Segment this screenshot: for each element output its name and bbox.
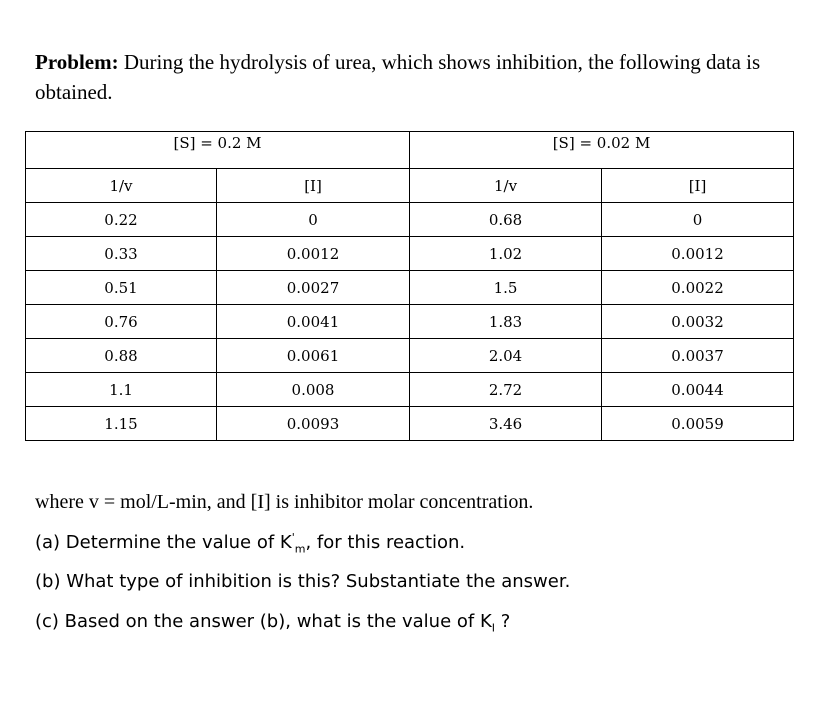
table-cell: 2.04: [410, 339, 602, 373]
table-cell: 1.15: [26, 407, 217, 441]
table-row: [26, 373, 794, 407]
table-row: [26, 407, 794, 441]
table-cell: 3.46: [410, 407, 602, 441]
table-cell: 2.72: [410, 373, 602, 407]
table-cell: 0.0061: [217, 339, 410, 373]
table-cell: 0.008: [217, 373, 410, 407]
prime-mark: ': [291, 531, 295, 544]
group-header-row: [26, 132, 794, 169]
table-row: [26, 305, 794, 339]
subscript-m: m: [294, 542, 306, 556]
table-cell: 0.22: [26, 203, 217, 237]
table-cell: 0.33: [26, 237, 217, 271]
group-header-s-0.02: [S] = 0.02 M: [410, 132, 794, 169]
table-cell: 0.0012: [217, 237, 410, 271]
problem-label: Problem:: [35, 50, 119, 74]
table-cell: 0.0093: [217, 407, 410, 441]
table-cell: 0.68: [410, 203, 602, 237]
table-cell: 0.0027: [217, 271, 410, 305]
problem-text: During the hydrolysis of urea, which shows inhibition, the following data is obtained.: [35, 50, 761, 104]
table-cell: 1.5: [410, 271, 602, 305]
table-cell: 1.1: [26, 373, 217, 407]
table-row: [26, 237, 794, 271]
table-row: [26, 203, 794, 237]
column-header-row: [26, 169, 794, 203]
subscript-i: I: [491, 621, 496, 635]
table-cell: 1.83: [410, 305, 602, 339]
column-header: [I]: [602, 169, 794, 203]
table-cell: 0.0059: [602, 407, 794, 441]
table-cell: 1.02: [410, 237, 602, 271]
column-header: [I]: [217, 169, 410, 203]
table-cell: 0.76: [26, 305, 217, 339]
table-cell: 0: [217, 203, 410, 237]
column-header: 1/v: [26, 169, 217, 203]
table-cell: 0.0012: [602, 237, 794, 271]
problem-statement: [35, 47, 795, 107]
table-cell: 0: [602, 203, 794, 237]
table-row: [26, 271, 794, 305]
table-row: [26, 339, 794, 373]
units-note: where v = mol/L-min, and [I] is inhibitor molar concentration.: [35, 491, 534, 513]
table-cell: 0.0022: [602, 271, 794, 305]
question-c-end: ?: [495, 611, 511, 632]
question-b: (b) What type of inhibition is this? Substantiate the answer.: [35, 571, 571, 592]
question-c-text: (c) Based on the answer (b), what is the value of K: [35, 611, 492, 632]
table-cell: 0.0032: [602, 305, 794, 339]
question-c: [35, 611, 510, 635]
data-table: [25, 131, 794, 441]
question-a-end: , for this reaction.: [305, 532, 466, 553]
table-cell: 0.0037: [602, 339, 794, 373]
question-a: [35, 531, 465, 556]
table-cell: 0.51: [26, 271, 217, 305]
question-a-text: (a) Determine the value of K: [35, 532, 292, 553]
table-cell: 0.88: [26, 339, 217, 373]
column-header: 1/v: [410, 169, 602, 203]
group-header-s-0.2: [S] = 0.2 M: [26, 132, 410, 169]
table-cell: 0.0044: [602, 373, 794, 407]
table-cell: 0.0041: [217, 305, 410, 339]
